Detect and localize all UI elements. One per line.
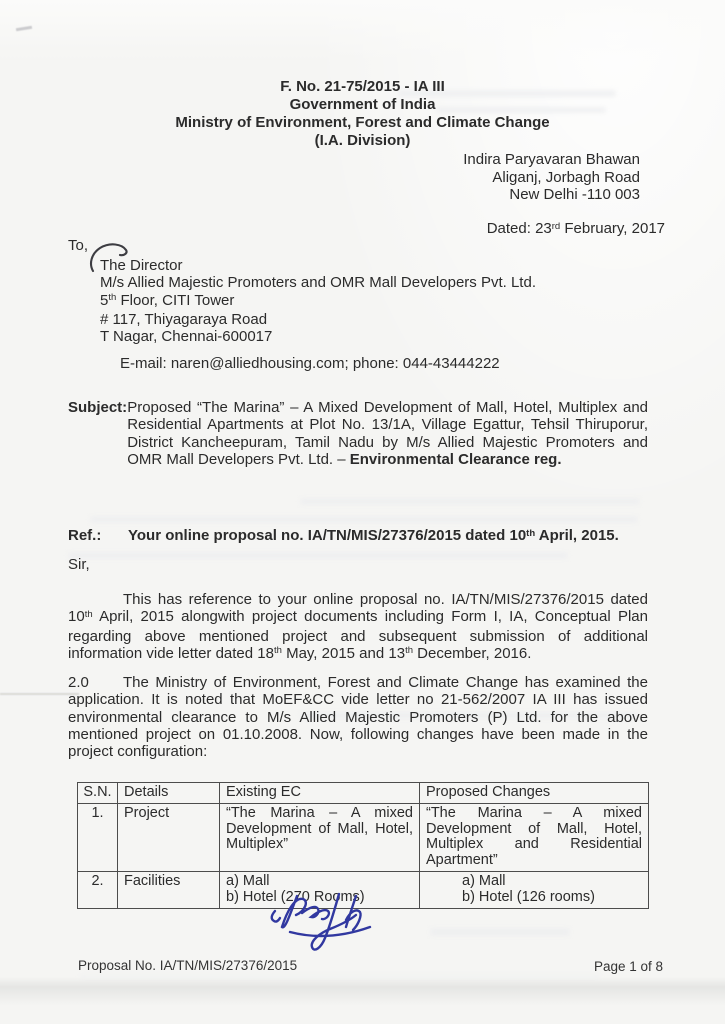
ref-ordinal: th [526, 527, 536, 539]
recipient-floor [100, 292, 536, 311]
col-header-details: Details [118, 783, 220, 804]
letterhead-file-number: F. No. 21-75/2015 - IA III [280, 78, 445, 95]
bleedthrough-mark [90, 516, 638, 523]
letterhead [0, 78, 725, 150]
cell-proposed-changes [420, 871, 649, 908]
bleedthrough-mark [80, 975, 600, 978]
date-text: Dated: 23 [486, 220, 552, 237]
bleedthrough-mark [430, 928, 570, 936]
office-address-line: New Delhi -110 003 [509, 186, 640, 204]
para2-text: The Ministry of Environment, Forest and Climate Change has examined the application. It is noted that MoEF&CC vide letter no 21-562/2007 IA III has issued environmental clearance to M/s Allied Majestic Promoters (P) Ltd. for the above mentioned project on 01.10.2008. Now, following changes have been made in the project configuration: [68, 674, 648, 761]
reference-block [68, 527, 648, 544]
para1-text: May, 2015 and 13 [281, 644, 406, 662]
subject-block [68, 399, 648, 468]
ref-body: April, 2015. [535, 527, 619, 544]
date-line [487, 220, 665, 237]
subject-text [127, 399, 648, 468]
para1-text: This has reference to your online proposal no. IA/TN/MIS/27376/2015 dated 10 [68, 591, 648, 626]
recipient-city: T Nagar, Chennai-600017 [100, 328, 273, 346]
col-header-existing-ec: Existing EC [220, 783, 420, 804]
para1-ordinal: th [405, 645, 413, 657]
list-item: a) Mall [226, 872, 270, 889]
to-label: To, [68, 237, 89, 254]
ref-text [128, 527, 619, 544]
date-ordinal: rd [551, 220, 561, 232]
para1-ordinal: th [84, 608, 93, 620]
para1-ordinal: th [273, 645, 282, 657]
cell-details: Project [118, 803, 220, 871]
salutation: Sir, [68, 556, 90, 573]
letterhead-division: (I.A. Division) [314, 132, 411, 149]
cell-sn: 2. [78, 871, 118, 908]
para2-number: 2.0 [68, 674, 89, 691]
table-header-row [78, 783, 649, 804]
col-header-sn: S.N. [78, 783, 118, 804]
para-ministry-examination [68, 674, 648, 760]
list-item: a) Mall [462, 872, 506, 889]
subject-bold-phrase: Environmental Clearance reg. [349, 450, 562, 468]
subject-body: Proposed “The Marina” – A Mixed Development of Mall, Hotel, Multiplex and Residential Apartments at Plot No. 13/1A, Village Egattur, Tehsil Thiruporur, District Kancheepuram, Tamil Nadu by M/s Allied Majestic Promoters and OMR Mall Developers Pvt. Ltd. – [127, 399, 648, 468]
recipient-floor-ordinal: th [108, 292, 117, 304]
office-address-line: Aliganj, Jorbagh Road [492, 168, 640, 186]
letterhead-govt: Government of India [289, 96, 436, 113]
recipient-name: The Director [100, 257, 183, 274]
cell-proposed-changes: “The Marina – A mixed Development of Mall, Hotel, Multiplex and Residential Apartment” [420, 803, 649, 871]
subject-label: Subject: [68, 399, 128, 416]
recipient-floor-text: 5 [100, 291, 109, 309]
table-row [78, 803, 649, 871]
col-header-proposed-changes: Proposed Changes [420, 783, 649, 804]
bleedthrough-mark [68, 552, 568, 559]
cell-sn: 1. [78, 803, 118, 871]
office-address [463, 151, 640, 204]
para-reference [68, 591, 648, 664]
letterhead-ministry: Ministry of Environment, Forest and Climate Change [175, 114, 550, 131]
ref-body: Your online proposal no. IA/TN/MIS/27376/2015 dated 10 [128, 527, 527, 544]
list-item: b) Hotel (126 rooms) [462, 888, 595, 905]
signature-scribble [266, 886, 418, 966]
bleedthrough-mark [300, 498, 640, 505]
list-item: b) Hotel (270 Rooms) [226, 888, 365, 905]
footer-page-number: Page 1 of 8 [593, 959, 663, 974]
para1-text: December, 2016. [413, 644, 532, 662]
contact-line: E-mail: naren@alliedhousing.com; phone: 044-43444222 [120, 355, 500, 372]
date-text: February, 2017 [560, 220, 665, 237]
ref-label: Ref.: [68, 527, 102, 544]
pen-mark [16, 26, 32, 31]
office-address-line: Indira Paryavaran Bhawan [463, 151, 640, 168]
para1-text: April, 2015 alongwith project documents including Form I, IA, Conceptual Plan regarding above mentioned project and subsequent submission of additional information vide letter dated 18 [68, 608, 648, 662]
recipient-floor-text: Floor, CITI Tower [116, 291, 235, 309]
recipient-address [100, 257, 536, 345]
recipient-street: # 117, Thiyagaraya Road [100, 310, 268, 328]
cell-existing-ec: “The Marina – A mixed Development of Mall, Hotel, Multiplex” [220, 803, 420, 871]
footer-proposal-number: Proposal No. IA/TN/MIS/27376/2015 [78, 958, 298, 973]
recipient-company: M/s Allied Majestic Promoters and OMR Mall Developers Pvt. Ltd. [100, 274, 536, 292]
cell-details: Facilities [118, 871, 220, 908]
